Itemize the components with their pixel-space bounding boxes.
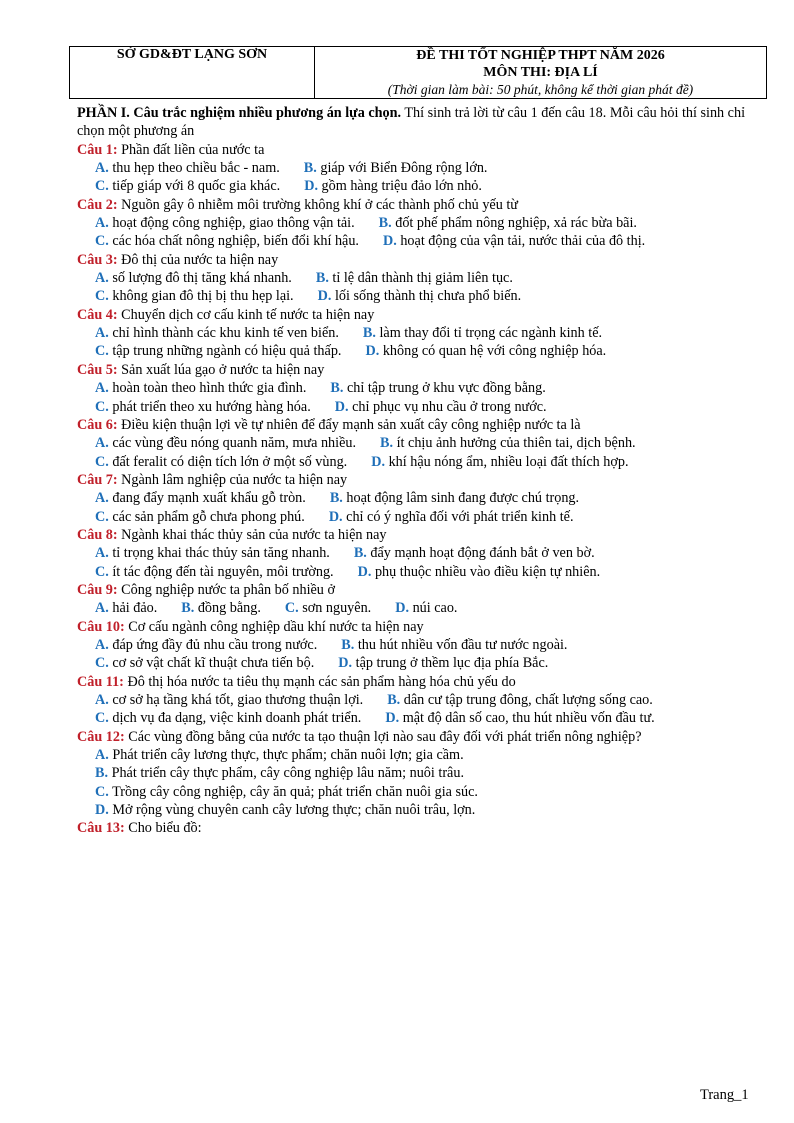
question-text: Các vùng đồng bằng của nước ta tạo thuận lợi nào sau đây đối với phát triển nông nghiệp? xyxy=(128,728,642,745)
option-letter: B. xyxy=(329,490,343,507)
option-text: hoạt động lâm sinh đang được chú trọng. xyxy=(346,490,580,507)
options-row xyxy=(77,287,767,305)
question-1 xyxy=(77,141,767,159)
option-letter: C. xyxy=(95,288,109,305)
option-b xyxy=(95,765,464,781)
option-letter: A. xyxy=(95,380,109,397)
options-row xyxy=(77,746,767,764)
options-row xyxy=(77,508,767,526)
exam-title: ĐỀ THI TỐT NGHIỆP THPT NĂM 2026 xyxy=(416,48,665,63)
exam-time: (Thời gian làm bài: 50 phút, không kể thời gian phát đề) xyxy=(387,82,694,97)
option-c xyxy=(285,600,371,616)
option-text: đang đẩy mạnh xuất khẩu gỗ tròn. xyxy=(112,490,306,507)
option-a xyxy=(95,325,339,341)
options-row xyxy=(77,654,767,672)
option-letter: D. xyxy=(334,398,349,415)
option-letter: C. xyxy=(95,563,109,580)
option-letter: B. xyxy=(303,160,317,177)
option-letter: A. xyxy=(95,435,109,452)
option-text: phát triển theo xu hướng hàng hóa. xyxy=(112,398,311,415)
options-row xyxy=(77,398,767,416)
option-letter: D. xyxy=(371,453,386,470)
option-text: không có quan hệ với công nghiệp hóa. xyxy=(382,343,607,360)
options-row xyxy=(77,177,767,195)
question-text: Cơ cấu ngành công nghiệp dầu khí nước ta hiện nay xyxy=(128,618,424,635)
option-a xyxy=(95,692,363,708)
question-label: Câu 11: xyxy=(77,673,124,690)
option-letter: D. xyxy=(395,600,410,617)
question-5 xyxy=(77,361,767,379)
question-text: Công nghiệp nước ta phân bố nhiều ở xyxy=(121,581,335,598)
options-row xyxy=(77,453,767,471)
question-10 xyxy=(77,618,767,636)
options-row xyxy=(77,636,767,654)
option-d xyxy=(385,710,654,726)
option-letter: B. xyxy=(330,380,344,397)
option-text: lối sống thành thị chưa phổ biến. xyxy=(334,288,522,305)
option-text: đất feralit có diện tích lớn ở một số vùng. xyxy=(112,453,348,470)
option-letter: B. xyxy=(387,692,401,708)
option-text: đồng bằng. xyxy=(197,600,261,617)
option-b xyxy=(363,325,602,341)
options-row xyxy=(77,563,767,581)
option-d xyxy=(338,655,548,671)
option-text: sơn nguyên. xyxy=(302,600,372,617)
options-row xyxy=(77,783,767,801)
question-12 xyxy=(77,728,767,746)
options-row xyxy=(77,709,767,727)
question-text: Đô thị của nước ta hiện nay xyxy=(121,251,279,268)
option-text: tỉ trọng khai thác thủy sản tăng nhanh. xyxy=(112,545,330,562)
question-2 xyxy=(77,196,767,214)
option-a xyxy=(95,600,157,616)
option-letter: D. xyxy=(95,802,109,819)
question-13 xyxy=(77,819,767,837)
option-letter: C. xyxy=(95,233,109,250)
option-text: ít tác động đến tài nguyên, môi trường. xyxy=(112,563,334,580)
option-d xyxy=(95,802,475,818)
question-label: Câu 7: xyxy=(77,471,118,488)
department-name: SỞ GD&ĐT LẠNG SƠN xyxy=(70,47,315,99)
option-text: hoạt động công nghiệp, giao thông vận tải. xyxy=(112,215,355,232)
option-d xyxy=(335,399,547,415)
option-a xyxy=(95,160,280,176)
option-b xyxy=(330,490,579,506)
option-letter: D. xyxy=(328,508,343,525)
question-label: Câu 8: xyxy=(77,526,118,543)
question-label: Câu 6: xyxy=(77,416,118,433)
option-letter: C. xyxy=(95,655,109,672)
question-label: Câu 1: xyxy=(77,141,118,158)
option-text: cơ sở hạ tầng khá tốt, giao thương thuận lợi. xyxy=(112,692,364,708)
option-letter: A. xyxy=(95,160,109,177)
question-text: Ngành lâm nghiệp của nước ta hiện nay xyxy=(121,471,348,488)
option-letter: C. xyxy=(95,398,109,415)
option-text: đốt phế phẩm nông nghiệp, xả rác bừa bãi. xyxy=(395,215,637,232)
question-7 xyxy=(77,471,767,489)
option-text: thu hẹp theo chiều bắc - nam. xyxy=(112,160,280,177)
option-letter: B. xyxy=(378,215,392,232)
option-c xyxy=(95,784,478,800)
option-letter: D. xyxy=(317,288,332,305)
option-text: tiếp giáp với 8 quốc gia khác. xyxy=(112,178,281,195)
part-title: PHẦN I. Câu trắc nghiệm nhiều phương án lựa chọn. xyxy=(77,105,402,121)
option-letter: D. xyxy=(385,710,400,727)
option-letter: C. xyxy=(95,508,109,525)
options-row xyxy=(77,269,767,287)
option-letter: C. xyxy=(95,783,109,800)
option-a xyxy=(95,545,330,561)
option-text: hải đảo. xyxy=(112,600,158,617)
option-text: thu hút nhiều vốn đầu tư nước ngoài. xyxy=(357,636,568,653)
option-b xyxy=(380,435,636,451)
question-8 xyxy=(77,526,767,544)
option-text: không gian đô thị bị thu hẹp lại. xyxy=(112,288,294,305)
option-text: đáp ứng đầy đủ nhu cầu trong nước. xyxy=(112,636,318,653)
option-text: khí hậu nóng ẩm, nhiều loại đất thích hợp. xyxy=(388,453,629,470)
question-6 xyxy=(77,416,767,434)
option-text: số lượng đô thị tăng khá nhanh. xyxy=(112,270,292,287)
option-letter: A. xyxy=(95,545,109,562)
option-c xyxy=(95,509,305,525)
option-c xyxy=(95,233,359,249)
question-9 xyxy=(77,581,767,599)
option-text: đẩy mạnh hoạt động đánh bắt ở ven bờ. xyxy=(370,545,595,562)
question-label: Câu 3: xyxy=(77,251,118,268)
option-letter: C. xyxy=(95,453,109,470)
option-c xyxy=(95,454,347,470)
option-letter: A. xyxy=(95,215,109,232)
option-d xyxy=(318,288,522,304)
options-row xyxy=(77,434,767,452)
option-text: mật độ dân số cao, thu hút nhiều vốn đầu tư. xyxy=(402,710,655,727)
option-text: các sản phẩm gỗ chưa phong phú. xyxy=(112,508,305,525)
options-row xyxy=(77,379,767,397)
option-b xyxy=(181,600,261,616)
options-row xyxy=(77,691,767,709)
option-letter: C. xyxy=(284,600,299,617)
question-text: Đô thị hóa nước ta tiêu thụ mạnh các sản phẩm hàng hóa chủ yếu do xyxy=(127,673,516,690)
option-text: ít chịu ảnh hưởng của thiên tai, dịch bệnh. xyxy=(396,435,636,452)
options-row xyxy=(77,764,767,782)
option-b xyxy=(354,545,595,561)
question-text: Nguồn gây ô nhiễm môi trường không khí ở các thành phố chủ yếu từ xyxy=(121,196,518,213)
part-heading xyxy=(77,104,767,141)
part-instruction: Thí sinh trả lời từ câu 1 đến câu 18. Mỗi câu hỏi thí sinh chỉ chọn một phương án xyxy=(77,105,746,140)
option-letter: A. xyxy=(95,747,109,764)
option-letter: D. xyxy=(304,178,318,195)
option-letter: D. xyxy=(382,233,397,250)
option-text: làm thay đổi tỉ trọng các ngành kinh tế. xyxy=(379,325,603,342)
exam-subject: MÔN THI: ĐỊA LÍ xyxy=(483,65,598,80)
option-letter: A. xyxy=(95,325,109,342)
options-row xyxy=(77,544,767,562)
options-row xyxy=(77,342,767,360)
question-label: Câu 9: xyxy=(77,581,118,598)
option-letter: C. xyxy=(95,178,109,195)
option-b xyxy=(330,380,545,396)
option-c xyxy=(95,288,294,304)
option-text: núi cao. xyxy=(412,600,458,617)
option-letter: A. xyxy=(95,692,109,708)
option-c xyxy=(95,655,314,671)
option-letter: B. xyxy=(95,765,109,782)
option-b xyxy=(341,637,567,653)
question-text: Chuyển dịch cơ cấu kinh tế nước ta hiện nay xyxy=(121,306,375,323)
question-3 xyxy=(77,251,767,269)
question-label: Câu 13: xyxy=(77,820,125,837)
option-letter: A. xyxy=(95,636,109,653)
option-text: chỉ có ý nghĩa đối với phát triển kinh tế. xyxy=(346,508,574,525)
option-text: dân cư tập trung đông, chất lượng sống cao. xyxy=(403,692,653,708)
option-text: tập trung những ngành có hiệu quả thấp. xyxy=(112,343,342,360)
question-text: Sản xuất lúa gạo ở nước ta hiện nay xyxy=(121,361,325,378)
option-text: tỉ lệ dân thành thị giảm liên tục. xyxy=(332,270,513,287)
option-a xyxy=(95,637,317,653)
option-letter: C. xyxy=(95,343,109,360)
option-a xyxy=(95,270,292,286)
options-row xyxy=(77,159,767,177)
option-text: Phát triển cây lương thực, thực phẩm; chăn nuôi lợn; gia cầm. xyxy=(112,747,464,764)
option-d xyxy=(304,178,482,194)
option-text: tập trung ở thềm lục địa phía Bắc. xyxy=(355,655,549,672)
options-row xyxy=(77,489,767,507)
question-label: Câu 12: xyxy=(77,728,125,745)
option-c xyxy=(95,564,334,580)
question-text: Cho biểu đồ: xyxy=(128,820,202,837)
option-c xyxy=(95,710,361,726)
option-text: dịch vụ đa dạng, việc kinh doanh phát triển. xyxy=(112,710,362,727)
option-a xyxy=(95,215,355,231)
option-text: chỉ tập trung ở khu vực đồng bằng. xyxy=(346,380,546,397)
option-letter: C. xyxy=(95,710,109,727)
option-text: cơ sở vật chất kĩ thuật chưa tiến bộ. xyxy=(112,655,315,672)
option-text: Phát triển cây thực phẩm, cây công nghiệp lâu năm; nuôi trâu. xyxy=(111,765,464,782)
question-label: Câu 5: xyxy=(77,361,118,378)
option-d xyxy=(395,600,457,616)
option-text: Trồng cây công nghiệp, cây ăn quả; phát triển chăn nuôi gia súc. xyxy=(112,783,478,800)
page-number: Trang_1 xyxy=(700,1087,749,1103)
option-b xyxy=(316,270,513,286)
option-d xyxy=(358,564,601,580)
option-letter: A. xyxy=(95,490,109,507)
question-text: Ngành khai thác thủy sản của nước ta hiện nay xyxy=(121,526,387,543)
option-letter: B. xyxy=(341,636,355,653)
options-row xyxy=(77,324,767,342)
option-letter: A. xyxy=(95,600,109,617)
option-letter: A. xyxy=(95,270,109,287)
option-d xyxy=(371,454,628,470)
question-label: Câu 10: xyxy=(77,618,125,635)
options-row xyxy=(77,801,767,819)
option-a xyxy=(95,435,356,451)
option-c xyxy=(95,399,311,415)
option-text: các hóa chất nông nghiệp, biến đổi khí hậu. xyxy=(112,233,359,250)
option-d xyxy=(329,509,574,525)
exam-header xyxy=(69,46,767,99)
option-d xyxy=(383,233,645,249)
option-text: chỉ hình thành các khu kinh tế ven biển. xyxy=(112,325,339,342)
question-label: Câu 2: xyxy=(77,196,118,213)
option-d xyxy=(365,343,606,359)
option-b xyxy=(379,215,637,231)
option-a xyxy=(95,380,306,396)
option-b xyxy=(304,160,488,176)
options-row xyxy=(77,232,767,250)
option-c xyxy=(95,178,280,194)
option-text: Mở rộng vùng chuyên canh cây lương thực; chăn nuôi trâu, lợn. xyxy=(112,802,476,819)
option-text: giáp với Biển Đông rộng lớn. xyxy=(320,160,488,177)
option-a xyxy=(95,747,464,763)
option-text: gồm hàng triệu đảo lớn nhỏ. xyxy=(321,178,482,195)
option-letter: B. xyxy=(353,545,367,562)
question-4 xyxy=(77,306,767,324)
question-text: Điều kiện thuận lợi về tự nhiên để đẩy mạnh sản xuất cây công nghiệp nước ta là xyxy=(121,416,581,433)
option-letter: B. xyxy=(380,435,394,452)
option-letter: B. xyxy=(181,600,195,617)
question-11 xyxy=(77,673,767,691)
question-text: Phần đất liền của nước ta xyxy=(121,141,265,158)
exam-content xyxy=(77,104,767,838)
option-text: phụ thuộc nhiều vào điều kiện tự nhiên. xyxy=(374,563,601,580)
question-label: Câu 4: xyxy=(77,306,118,323)
option-text: hoạt động của vận tải, nước thải của đô thị. xyxy=(400,233,646,250)
option-letter: D. xyxy=(338,655,353,672)
option-c xyxy=(95,343,341,359)
option-b xyxy=(387,692,653,708)
options-row xyxy=(77,214,767,232)
option-letter: D. xyxy=(365,343,380,360)
option-text: chỉ phục vụ nhu cầu ở trong nước. xyxy=(352,398,547,415)
option-text: các vùng đều nóng quanh năm, mưa nhiều. xyxy=(112,435,357,452)
options-row xyxy=(77,599,767,617)
option-letter: B. xyxy=(362,325,376,342)
option-text: hoàn toàn theo hình thức gia đình. xyxy=(112,380,307,397)
option-a xyxy=(95,490,306,506)
option-letter: D. xyxy=(357,563,372,580)
option-letter: B. xyxy=(315,270,329,287)
